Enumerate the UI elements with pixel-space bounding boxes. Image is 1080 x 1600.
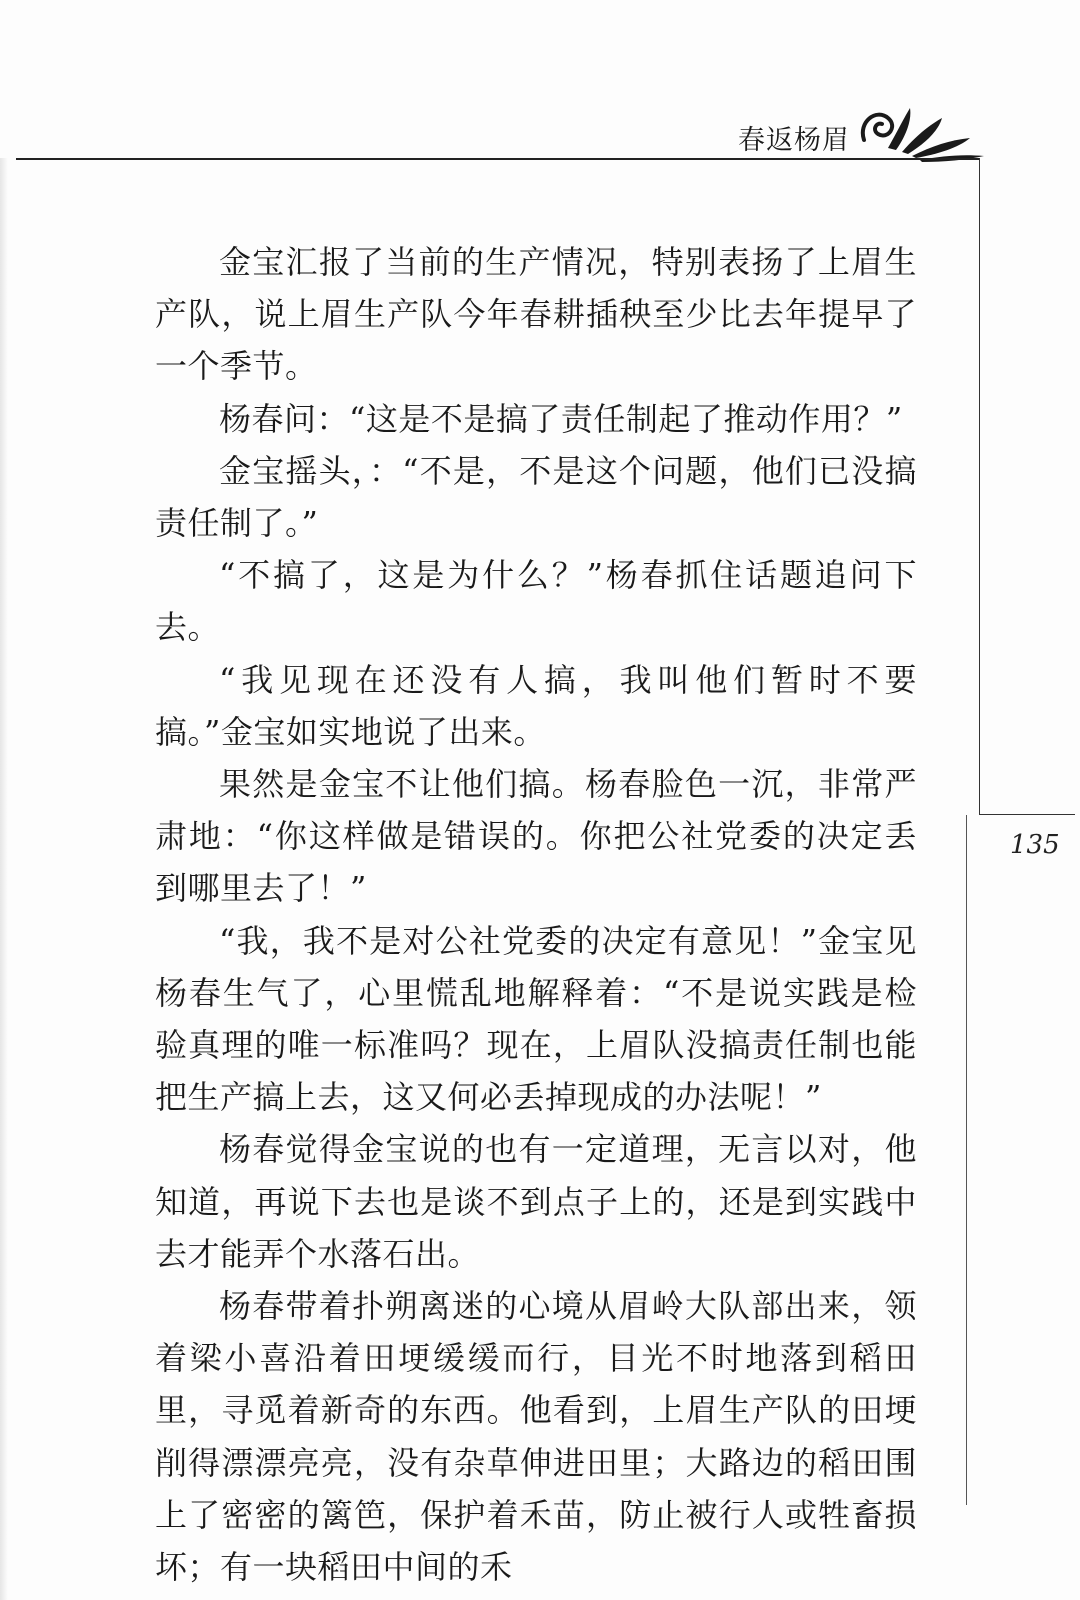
paragraph: “我，我不是对公社党委的决定有意见！”金宝见杨春生气了，心里慌乱地解释着：“不是说实践是检验真理的唯一标准吗？现在，上眉队没搞责任制也能把生产搞上去，这又何必丢掉现成的办法呢！”	[155, 921, 917, 1117]
swirl-ornament-icon	[858, 100, 988, 162]
paragraph: 果然是金宝不让他们搞。杨春脸色一沉，非常严肃地：“你这样做是错误的。你把公社党委的决定丢到哪里去了！”	[155, 765, 917, 908]
scan-shadow	[0, 158, 8, 1600]
paragraph: “不搞了，这是为什么？”杨春抓住话题追问下去。	[155, 556, 917, 647]
right-margin-rule-lower	[966, 815, 967, 1505]
paragraph: 杨春觉得金宝说的也有一定道理，无言以对，他知道，再说下去也是谈不到点子上的，还是到实践中去才能弄个水落石出。	[155, 1130, 917, 1273]
paragraph: 金宝摇头，：“不是，不是这个问题，他们已没搞责任制了。”	[155, 451, 917, 543]
paragraph: 杨春带着扑朔离迷的心境从眉岭大队部出来，领着梁小喜沿着田埂缓缓而行，目光不时地落到稻田里，寻觅着新奇的东西。他看到，上眉生产队的田埂削得漂漂亮亮，没有杂草伸进田里；大路边的稻田围上了密密的篱笆，保护着禾苗，防止被行人或牲畜损坏；有一块稻田中间的禾	[155, 1287, 917, 1587]
paragraph: 金宝汇报了当前的生产情况，特别表扬了上眉生产队，说上眉生产队今年春耕插秧至少比去年提早了一个季节。	[155, 243, 917, 386]
body-text	[155, 236, 917, 1593]
page-number-rule	[979, 814, 1075, 815]
running-head-title: 春返杨眉	[738, 125, 850, 156]
page-number: 135	[1010, 830, 1060, 860]
right-margin-rule-upper	[979, 158, 980, 815]
paragraph: “我见现在还没有人搞，我叫他们暂时不要搞。”金宝如实地说了出来。	[155, 660, 917, 751]
header-rule	[16, 158, 980, 160]
paragraph: 杨春问：“这是不是搞了责任制起了推动作用？”	[219, 399, 903, 438]
